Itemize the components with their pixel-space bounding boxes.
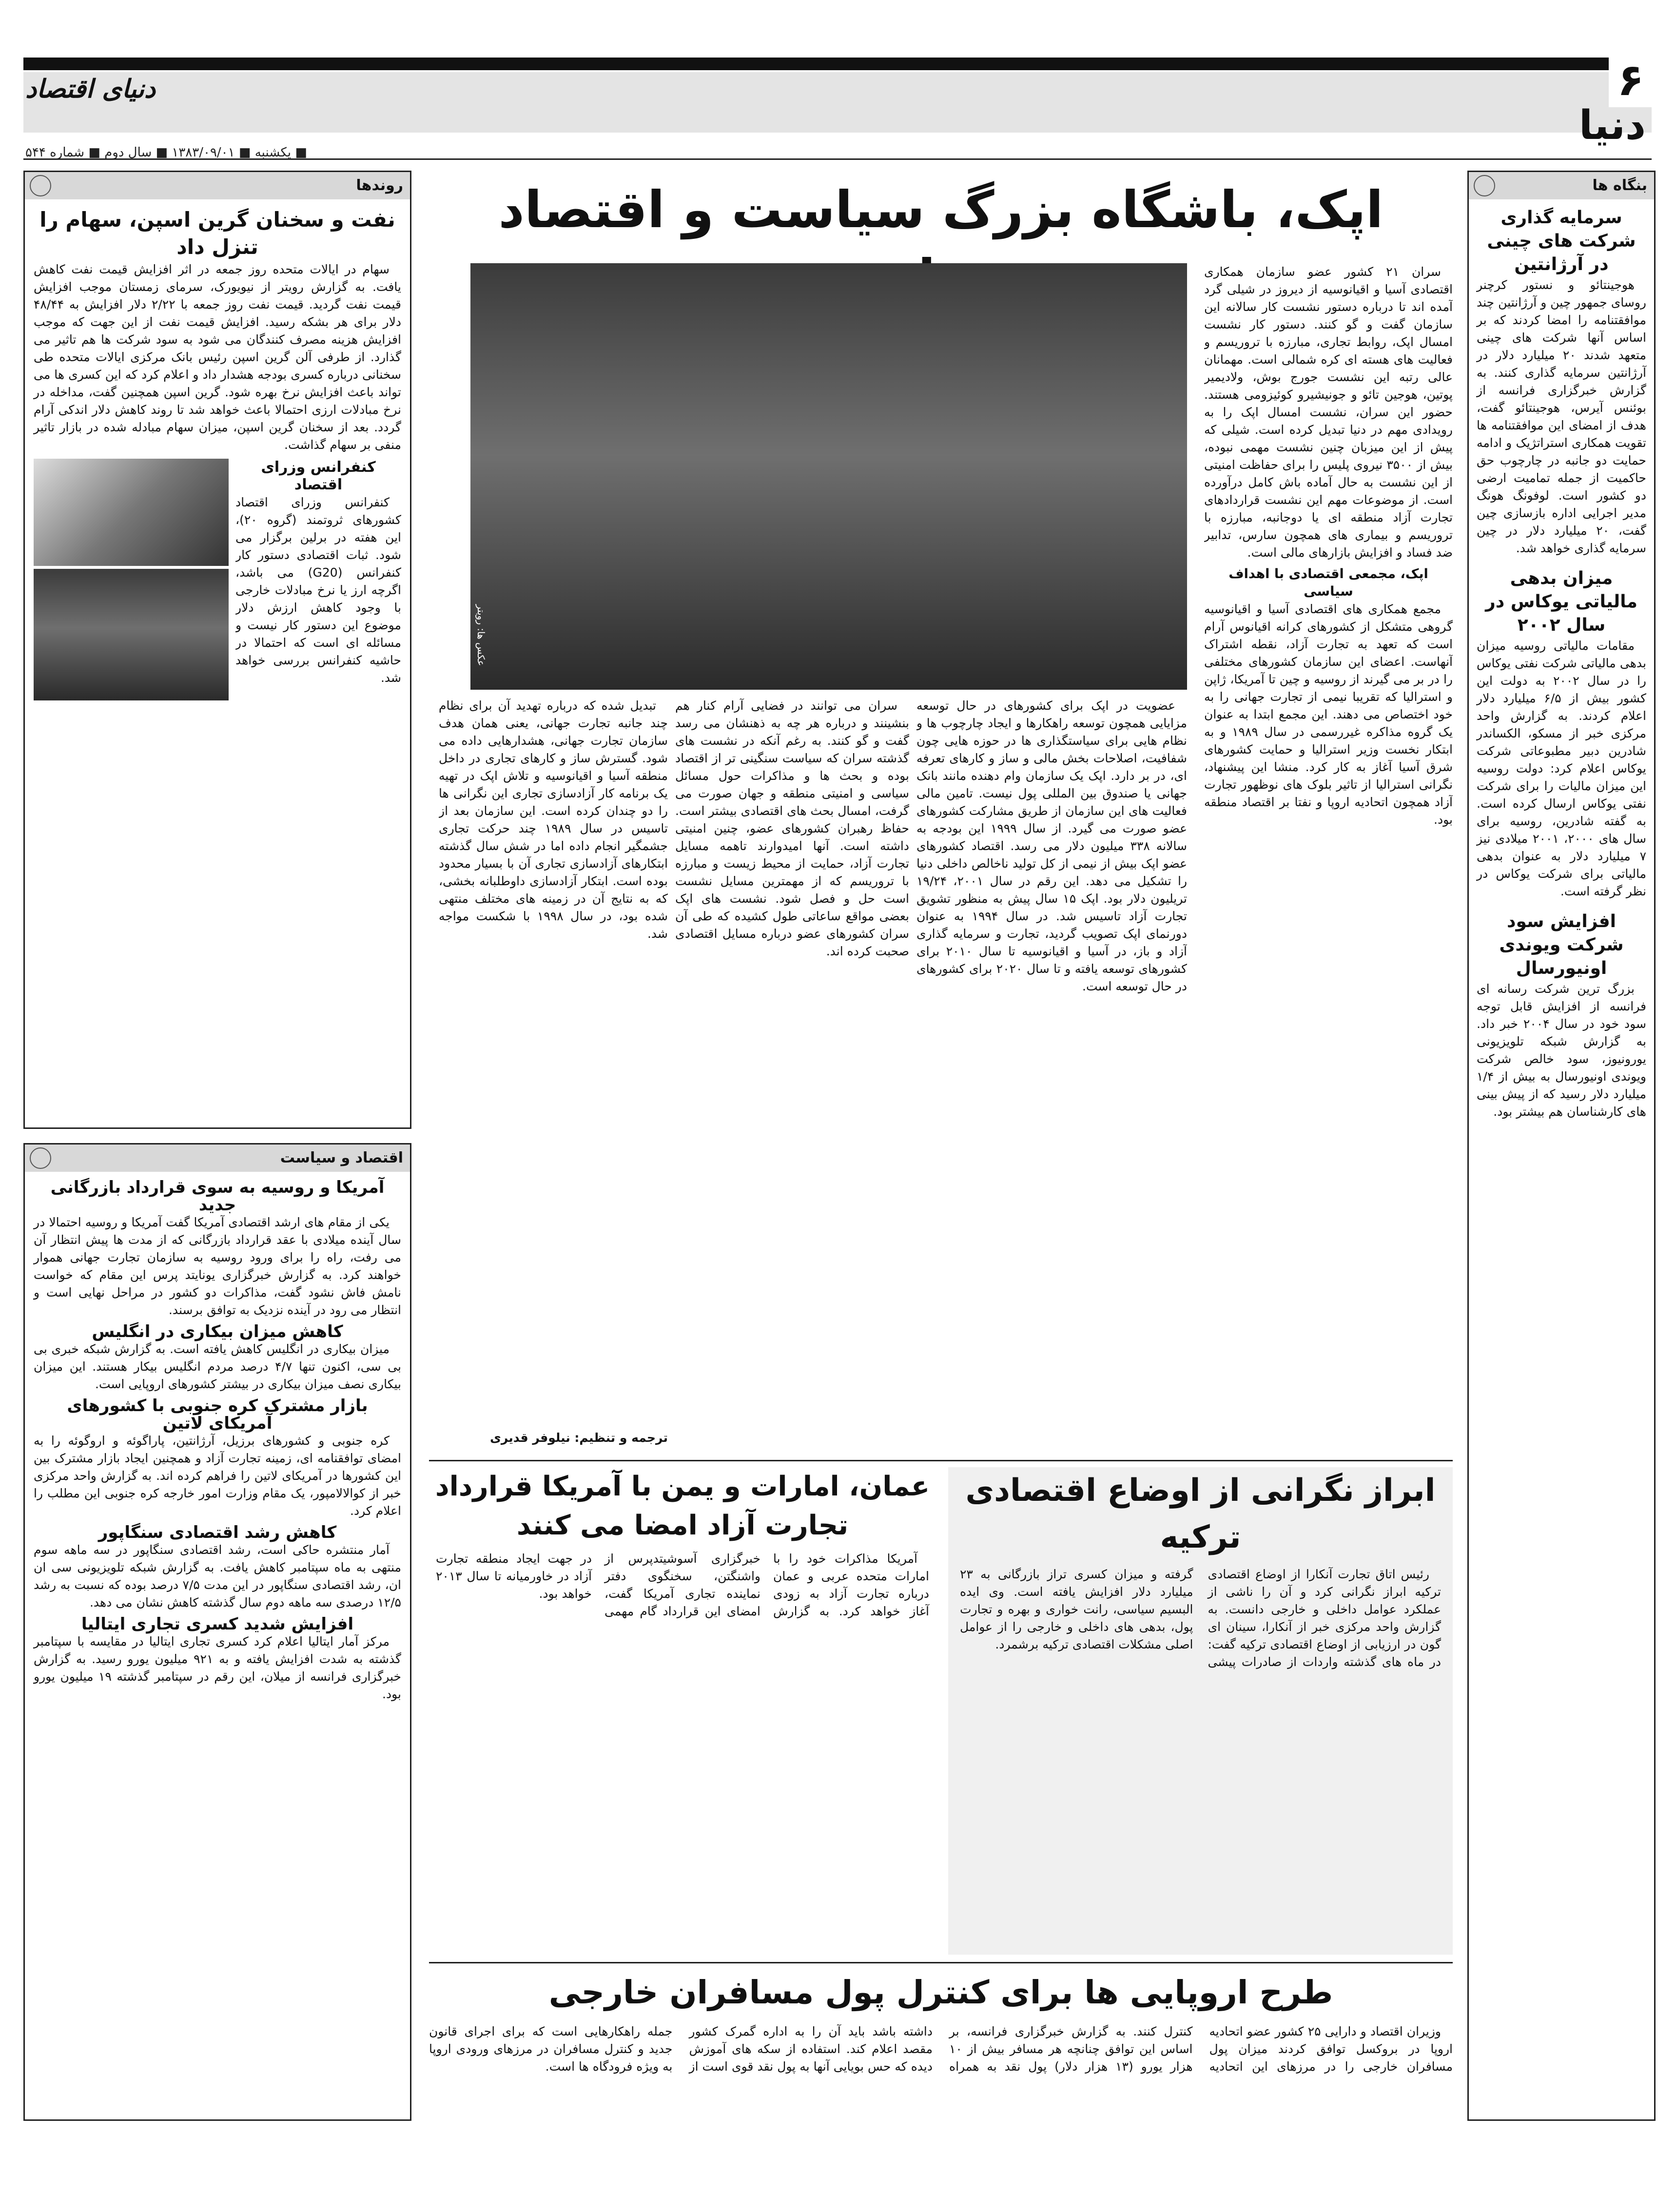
publication-logo: دنیای اقتصاد <box>25 74 156 104</box>
article-paragraph: رئیس اتاق تجارت آنکارا از اوضاع اقتصادی ترکیه ابراز نگرانی کرد و آن را ناشی از عملکرد عوامل داخلی و خارجی دانست. به گزارش واحد مرکزی خبر از آنکارا، سینان ای گون در ارزیابی از اوضاع اقتصادی ترکیه گفت: در ماه های گذشته واردات از صادرات پیشی گرفته و میزان کسری تراز بازرگانی به ۲۳ میلیارد دلار افزایش یافته است. وی ایده البسیم سیاسی، رانت خواری و بهره و تجارت پول، بدهی های داخلی و خارجی را از عوامل اصلی مشکلات اقتصادی ترکیه برشمرد. <box>960 1567 1441 1669</box>
story-heading: افزایش سود شرکت ویوندی اونیورسال <box>1499 912 1624 978</box>
story-body: کره جنوبی و کشورهای برزیل، آرژانتین، پاراگوئه و اروگوئه را به امضای توافقنامه ای، زمینه تجارت آزاد و همچنین ایجاد بازار مشترک بین این کشورها در آمریکای لاتین را فراهم کرده اند. به گزارش واحد مرکزی خبر از کوالالامپور، یک مقام وزارت امور خارجه کره جنوبی این مطلب را اعلام کرد. <box>34 1434 401 1518</box>
globe-icon <box>1474 175 1495 196</box>
article-paragraph: وزیران اقتصاد و دارایی ۲۵ کشور عضو اتحادیه اروپا در بروکسل توافق کردند میزان پول مسافران خارجی را در مرزهای این اتحادیه کنترل کنند. به گزارش خبرگزاری فرانسه، بر اساس این توافق چنانچه هر مسافر بیش از ۱۰ هزار یورو (۱۳ هزار دلار) پول نقد به همراه داشته باشد باید آن را به اداره گمرک کشور مقصد اعلام کند. استفاده از سکه های آموزش دیده که حس بویایی آنها به پول نقد قوی است از جمله راهکارهایی است که برای اجرای قانون جدید و کنترل مسافران در مرزهای ورودی اروپا به ویژه فرودگاه ها است. <box>429 2024 1453 2074</box>
story-body: مقامات مالیاتی روسیه میزان بدهی مالیاتی شرکت نفتی یوکاس را در سال ۲۰۰۲ به دولت این کشور بیش از ۶/۵ میلیارد دلار اعلام کردند. به گزارش واحد مرکزی خبر از مسکو، الکساندر شادرین دبیر مطبوعاتی شرکت یوکاس اعلام کرد: دولت روسیه این میزان مالیات را برای شرکت نفتی یوکاس ارسال کرده است. به گفته شادرین، روسیه برای سال های ۲۰۰۰، ۲۰۰۱ میلادی نیز ۷ میلیارد دلار به عنوان بدهی مالیاتی برای شرکت یوکاس در نظر گرفته است. <box>1477 639 1646 898</box>
leaders-photo <box>470 263 1187 690</box>
europe-rule <box>429 1962 1453 1963</box>
oman-headline: عمان، امارات و یمن با آمریکا قرارداد تجارت آزاد امضا می کنند <box>435 1471 930 1541</box>
story-heading: نفت و سخنان گرین اسپن، سهام را تنزل داد <box>39 208 395 259</box>
trends-box <box>23 171 411 1129</box>
story-body: میزان بیکاری در انگلیس کاهش یافته است. به گزارش شبکه خبری بی بی سی، اکنون تنها ۴/۷ درصد مردم انگلیس بیکار هستند. این میزان بیکاری نصف میزان بیکاری در بیشتر کشورهای اروپایی است. <box>34 1342 402 1391</box>
firms-box-title <box>1469 172 1654 199</box>
turkey-story <box>948 1467 1453 1955</box>
trends-title-text: روندها <box>356 177 403 194</box>
article-paragraph: سران ۲۱ کشور عضو سازمان همکاری اقتصادی آسیا و اقیانوسیه از دیروز در شیلی گرد آمده اند تا درباره دستور نشست کار سالانه این سازمان گفت و گو کنند. دستور کار نشست امسال اپک، روابط تجاری، مبارزه با تروریسم و فعالیت های هسته ای کره شمالی است. مهمانان عالی رتبه این نشست جورج بوش، ولادیمیر پوتین، هوجین تائو و جونیشیرو کوئیزومی هستند. حضور این سران، نشست امسال اپک را به رویدادی مهم در دنیا تبدیل کرده است. شیلی که پیش از این میزبان چنین نشست مهمی نبوده، بیش از ۳۵۰۰ نیروی پلیس را برای حفاظت امنیتی از این نشست به حال آماده باش کامل درآورده است. از موضوعات مهم این نشست قراردادهای تجارت آزاد منطقه ای یا دوجانبه، مبارزه با تروریسم و بیماری های همچون سارس، تدابیر ضد فساد و افزایش بازارهای مالی است. <box>1204 265 1453 560</box>
article-paragraph: عضویت در اپک برای کشورهای در حال توسعه مزایایی همچون توسعه راهکارها و ایجاد چارچوب ها و نظام هایی برای سیاستگذاری ها در حوزه هایی چون شفافیت، اصلاحات بخش مالی و ساز و کارهای تعرفه ای، در بر دارد. اپک یک سازمان وام دهنده مانند بانک جهانی یا صندوق بین المللی پول نیست. تامین مالی فعالیت های این سازمان از طریق مشارکت کشورهای عضو صورت می گیرد. از سال ۱۹۹۹ این بودجه به سالانه ۳۳۸ میلیون دلار می رسد. اقتصاد کشورهای عضو اپک بیش از نیمی از کل تولید ناخالص داخلی دنیا را تشکیل می دهد. این رقم در سال ۲۰۰۱، ۱۹/۲۴ تریلیون دلار بود. اپک ۱۵ سال پیش به منظور تشویق تجارت آزاد تاسیس شد. در سال ۱۹۹۴ به عنوان دورنمای اپک تصویب گردید، تجارت و سرمایه گذاری آزاد و باز، در آسیا و اقیانوسیه تا سال ۲۰۱۰ برای کشورهای توسعه یافته و تا سال ۲۰۲۰ برای کشورهای در حال توسعه است. <box>916 699 1187 993</box>
story-body: بزرگ ترین شرکت رسانه ای فرانسه از افزایش قابل توجه سود خود در سال ۲۰۰۴ خبر داد. به گزارش شبکه تلویزیونی یورونیوز، سود خالص شرکت ویوندی اونیورسال به بیش از ۱/۴ میلیارد دلار رسید که از پیش بینی های کارشناسان هم بیشتر بود. <box>1477 982 1647 1119</box>
story-body: کنفرانس وزرای اقتصاد کشورهای ثروتمند (گروه ۲۰)، این هفته در برلین برگزار می شود. ثبات اقتصادی دستور کار کنفرانس (G20) می باشد، اگرچه ارز یا نرخ مبادلات خارجی با وجود کاهش ارزش دلار موضوع این دستور کار نیست و مسائله ای است که احتمالا در حاشیه کنفرانس بررسی خواهد شد. <box>235 495 401 685</box>
page-number: ۶ <box>1609 54 1653 107</box>
economy-politics-box <box>23 1143 411 2121</box>
trader-photo <box>34 569 229 700</box>
masthead-bar <box>23 58 1652 70</box>
main-column-2 <box>916 697 1187 1453</box>
story-heading: سرمایه گذاری شرکت های چینی در آرژانتین <box>1487 208 1636 274</box>
masthead-banner <box>23 72 1652 133</box>
story-heading: افزایش شدید کسری تجاری ایتالیا <box>81 1614 354 1634</box>
europe-body <box>429 2023 1453 2115</box>
trends-box-title <box>25 172 410 199</box>
economy-politics-title-text: اقتصاد و سیاست <box>280 1149 403 1166</box>
economy-politics-title <box>25 1145 410 1172</box>
story-body: یکی از مقام های ارشد اقتصادی آمریکا گفت آمریکا و روسیه احتمالا در سال آینده میلادی با عقد قرارداد بازرگانی که از مدت ها پیش انتظار آن می رفت، راه را برای ورود روسیه به سازمان تجارت جهانی هموار خواهند کرد. به گزارش خبرگزاری یونایتد پرس این مقام که خواست نامش فاش نشود گفت، مذاکرات دو کشور در مراحل نهایی است و انتظار می رود در آینده نزدیک به توافق برسند. <box>34 1215 401 1317</box>
story-heading: آمریکا و روسیه به سوی قرارداد بازرگانی جدید <box>50 1178 385 1215</box>
story-heading: بازار مشترک کره جنوبی با کشورهای آمریکای لاتین <box>67 1396 368 1433</box>
stock-chart-photo <box>34 459 229 566</box>
story-heading: کاهش میزان بیکاری در انگلیس <box>92 1322 343 1341</box>
story-heading: میزان بدهی مالیاتی یوکاس در سال ۲۰۰۲ <box>1485 568 1637 635</box>
globe-icon <box>30 175 51 196</box>
article-subheading: اپک، مجمعی اقتصادی با اهداف سیاسی <box>1228 566 1428 599</box>
article-paragraph: تبدیل شده که درباره تهدید آن برای نظام چند جانبه تجارت جهانی، یعنی همان هدف سازمان تجارت جهانی، هشدارهایی داده می شود. گسترش ساز و کارهای تجاری در داخل منطقه آسیا و اقیانوسیه و تلاش اپک در تهیه یک برنامه کار آزادسازی تجاری این نگرانی ها را دو چندان کرده است. این سازمان بعد از تاسیس در سال ۱۹۸۹ چند حرکت تجاری جشمگیر انجام داده اما در شش سال گذشته ابتکارهای آزادسازی تجاری آن با بسیار محدود بوده است. ابتکار آزادسازی داوطلبانه بخشی، که به نتایج آن در زمینه های مختلف منتهی شده بود، در سال ۱۹۹۸ با شکست مواجه شد. <box>439 699 668 941</box>
globe-icon <box>30 1147 51 1169</box>
story-body: سهام در ایالات متحده روز جمعه در اثر افزایش قیمت نفت کاهش یافت. به گزارش رویتر از نیویورک، سرمای زمستان موجب افزایش قیمت نفت گردید. قیمت نفت روز جمعه با ۲/۲۲ دلار افزایش به ۴۸/۴۴ دلار برای هر بشکه رسید. افزایش قیمت نفت از این جهت که موجب افزایش هزینه مصرف کنندگان می شود به سود شرکت ها هم تاثیر می گذارد. از طرفی آلن گرین اسپن رئیس بانک مرکزی ایالات متحده طی سخنانی درباره کسری بودجه هشدار داد و اعلام کرد که این کسری ها می تواند باعث افزایش نرخ بهره شود. گرین اسپن همچنین گفت، مداخله در نرخ مبادلات ارزی احتمالا باعث خواهد شد تا روند کاهش دلار اندکی آرام گردد. بعد از سخنان گرین اسپن، میزان سهام مبادله شده در بازار تاثیر منفی بر سهام گذاشت. <box>34 262 401 452</box>
turkey-headline: ابراز نگرانی از اوضاع اقتصادی ترکیه <box>965 1473 1436 1555</box>
main-column-3 <box>675 697 909 1453</box>
story-body: مرکز آمار ایتالیا اعلام کرد کسری تجاری ایتالیا در مقایسه با سپتامبر گذشته به شدت افزایش یافته و به ۹۲۱ میلیون یورو رسید. به گزارش خبرگزاری فرانسه از میلان، این رقم در سپتامبر گذشته ۱۹ میلیون یورو بود. <box>34 1634 401 1701</box>
main-column-4 <box>439 697 668 1428</box>
firms-box <box>1467 171 1656 2121</box>
story-heading: کاهش رشد اقتصادی سنگاپور <box>98 1523 337 1542</box>
main-headline: اپک، باشگاه بزرگ سیاست و اقتصاد <box>498 180 1384 239</box>
article-paragraph: آمریکا مذاکرات خود را با امارات متحده عربی و عمان درباره تجارت آزاد به زودی آغاز خواهد کرد. به گزارش خبرگزاری آسوشیتدپرس از واشنگتن، سخنگوی دفتر نماینده تجاری آمریکا گفت، امضای این قرارداد گام مهمی در جهت ایجاد منطقه تجارت آزاد در خاورمیانه تا سال ۲۰۱۳ خواهد بود. <box>436 1552 929 1618</box>
bottom-rule <box>429 1460 1453 1461</box>
main-column-1 <box>1204 263 1453 975</box>
dateline: ■ یکشنبه ■ ۱۳۸۳/۰۹/۰۱ ■ سال دوم ■ شماره ۵۴۴ <box>25 145 307 160</box>
oman-story <box>429 1467 936 1955</box>
story-body: هوجینتائو و نستور کرچنر روسای جمهور چین و آرژانتین چند موافقتنامه را امضا کردند که بر اساس آنها شرکت های چینی متعهد شدند ۲۰ میلیارد دلار در آرژانتین سرمایه گذاری کنند. به گزارش خبرگزاری فرانسه از بوئنس آیرس، هوجینتائو گفت، هدف از امضای این موافقتنامه ها تقویت همکاری استراتژیک و ادامه حمایت دو جانبه در چارچوب حق حاکمیت از جمله تمامیت ارضی دو کشور است. لوفونگ هونگ مدیر اجرایی اداره بازسازی چین گفت، ۲۰ میلیارد دلار در چین سرمایه گذاری خواهد شد. <box>1477 278 1646 555</box>
section-title: دنیا <box>1579 102 1646 149</box>
europe-headline: طرح اروپایی ها برای کنترل پول مسافران خارجی <box>548 1974 1333 2011</box>
article-paragraph: سران می توانند در فضایی آرام کنار هم بنشینند و درباره هر چه به ذهنشان می رسد گفت و گو کنند. به رغم آنکه در نشست های گذشته سران که سیاست سنگینی تر از اقتصاد بوده و بحث ها و مذاکرات حول مسائل سیاسی و امنیتی منطقه و جهان صورت می گرفت، امسال بحث های اقتصادی بیشتر است. حفاظ رهبران کشورهای عضو، چنین امنیتی داشته است. آنها امیدوارند تاهمه مسایل تجارت آزاد، حمایت از محیط زیست و مبارزه با تروریسم که از مهمترین مسایل نشست است حل و فصل شود. نشست های اپک بعضی مواقع ساعاتی طول کشیده که طی آن سران کشورهای عضو درباره مسایل اقتصادی صحبت کرده اند. <box>675 699 909 958</box>
article-paragraph: مجمع همکاری های اقتصادی آسیا و اقیانوسیه گروهی متشکل از کشورهای کرانه اقیانوس آرام است که تعهد به تجارت آزاد، نقطه اشتراک آنهاست. اعضای این سازمان کشورهای مختلفی را در بر می گیرند از روسیه و چین تا آمریکا، ژاپن و استرالیا که تقریبا نیمی از تجارت جهانی را به خود اختصاص می دهند. این مجمع ابتدا به عنوان یک گروه مذاکره غیررسمی در سال ۱۹۸۹ و به ابتکار نخست وزیر استرالیا و حمایت کشورهای شرق آسیا آغاز به کار کرد. منشا این پیشنهاد، نگرانی استرالیا از تاثیر بلوک های نوظهور تجارت آزاد همچون اتحادیه اروپا و نفتا بر اقتصاد منطقه بود. <box>1204 602 1453 827</box>
firms-title-text: بنگاه ها <box>1592 177 1647 194</box>
article-signature: ترجمه و تنظیم: نیلوفر قدیری <box>489 1431 668 1445</box>
story-body: آمار منتشره حاکی است، رشد اقتصادی سنگاپور در سه ماهه سوم منتهی به ماه سپتامبر کاهش یافت. به گزارش شبکه تلویزیونی سی ان ان، رشد اقتصادی سنگاپور در این مدت ۷/۵ درصد بوده که نسبت به رشد ۱۲/۵ درصدی سه ماهه دوم سال گذشته کاهش نشان می دهد. <box>34 1543 401 1610</box>
story-heading: کنفرانس وزرای اقتصاد <box>261 459 376 493</box>
photo-credit: عکس ها: رویتر <box>475 604 487 666</box>
